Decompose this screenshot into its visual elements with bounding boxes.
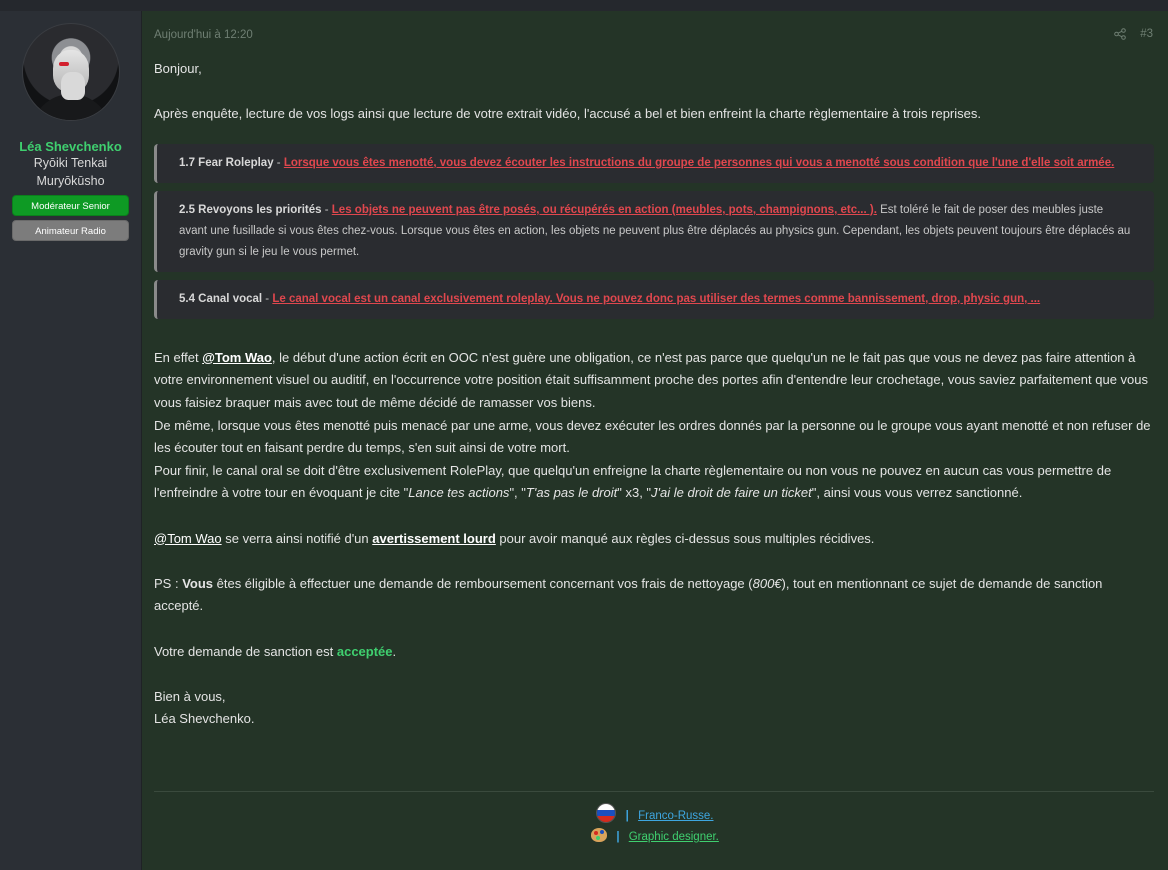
- user-title-line2: Muryōkūsho: [36, 174, 105, 188]
- rule-link[interactable]: Les objets ne peuvent pas être posés, ou récupérés en action (meubles, pots, champignons, etc... ).: [331, 203, 877, 216]
- signature-separator: |: [616, 831, 620, 843]
- mention-link[interactable]: @Tom Wao: [154, 530, 222, 546]
- paragraph-3: Pour finir, le canal oral se doit d'être exclusivement RolePlay, que quelqu'un enfreigne la charte règlementaire ou non vous ne pouvez en aucun cas vous permettre de l'enfreindre à votre tour en évoquant je cite "Lance tes actions", "T'as pas le droit" x3, "J'ai le droit de faire un ticket", ainsi vous vous verrez sanctionné.: [154, 462, 1112, 501]
- forum-post: [0, 11, 1168, 870]
- rule-code: 1.7 Fear Roleplay: [179, 156, 274, 169]
- post-actions: [1114, 28, 1153, 40]
- closing-line-1: Bien à vous,: [154, 688, 226, 704]
- rule-quote-1: 1.7 Fear Roleplay - Lorsque vous êtes menotté, vous devez écouter les instructions du groupe de personnes qui vous a menotté sous condition que l'une d'elle soit armée.: [154, 144, 1154, 183]
- palette-icon: [591, 828, 607, 842]
- graphic-designer-link[interactable]: Graphic designer.: [628, 831, 719, 843]
- avatar[interactable]: [22, 23, 120, 121]
- signature: [142, 803, 1168, 848]
- username[interactable]: Léa Shevchenko: [19, 139, 122, 154]
- user-sidebar: [0, 11, 142, 870]
- paragraph-2: De même, lorsque vous êtes menotté puis menacé par une arme, vous devez exécuter les ordres donnés par la personne ou le groupe vous ayant menotté et non refuser de les écouter tout en faisant perdre du temps, s'en suit ainsi de votre mort.: [154, 417, 1151, 456]
- share-icon[interactable]: [1114, 28, 1126, 40]
- rule-link[interactable]: Lorsque vous êtes menotté, vous devez écouter les instructions du groupe de personnes qui vous a menotté sous condition que l'une d'elle soit armée.: [283, 156, 1115, 169]
- user-title-line1: Ryōiki Tenkai: [33, 156, 108, 170]
- verdict-status: acceptée: [336, 643, 393, 659]
- verdict-paragraph: Votre demande de sanction est acceptée.: [154, 643, 397, 659]
- signature-divider: [154, 791, 1154, 792]
- signature-line-1: [142, 803, 1168, 827]
- rule-extra: Est toléré le fait de poser des meubles juste avant une fusillade si vous êtes chez-vous. Lorsque vous êtes en action, les objets ne peuvent plus être déplacés au physics gun. Cependant, les objets peuvent toujours être déplacés au gravity gun si le jeu le vous permet.: [179, 203, 1131, 258]
- closing-line-2: Léa Shevchenko.: [154, 711, 255, 727]
- post-timestamp[interactable]: Aujourd'hui à 12:20: [154, 29, 253, 41]
- badge-animateur-radio: Animateur Radio: [12, 220, 129, 241]
- greeting: Bonjour,: [154, 61, 202, 76]
- franco-russe-link[interactable]: Franco-Russe.: [638, 810, 714, 822]
- post-number[interactable]: #3: [1140, 28, 1153, 40]
- mention-link[interactable]: @Tom Wao: [202, 349, 272, 365]
- post-body: [154, 58, 1154, 731]
- rule-quote-2: 2.5 Revoyons les priorités - Les objets ne peuvent pas être posés, ou récupérés en action (meubles, pots, champignons, etc... ). Est toléré le fait de poser des meubles juste avant une fusillade si vous êtes chez-vous. Lorsque vous êtes en action, les objets ne peuvent plus être déplacés au physics gun. Cependant, les objets peuvent toujours être déplacés au gravity gun si le jeu le vous permet.: [154, 191, 1154, 272]
- rule-code: 2.5 Revoyons les priorités: [179, 203, 322, 216]
- russia-flag-icon: [596, 803, 616, 823]
- intro-paragraph: Après enquête, lecture de vos logs ainsi que lecture de votre extrait vidéo, l'accusé a bel et bien enfreint la charte règlementaire à trois reprises.: [154, 106, 981, 122]
- paragraph-4: @Tom Wao se verra ainsi notifié d'un avertissement lourd pour avoir manqué aux règles ci-dessus sous multiples récidives.: [154, 530, 875, 546]
- rule-code: 5.4 Canal vocal: [179, 292, 263, 305]
- rule-link[interactable]: Le canal vocal est un canal exclusivement roleplay. Vous ne pouvez donc pas utiliser des termes comme bannissement, drop, physic gun, ...: [272, 292, 1041, 305]
- rule-quote-3: 5.4 Canal vocal - Le canal vocal est un canal exclusivement roleplay. Vous ne pouvez donc pas utiliser des termes comme bannissement, drop, physic gun, ...: [154, 280, 1154, 319]
- badge-moderateur-senior: Modérateur Senior: [12, 195, 129, 216]
- ps-paragraph: PS : Vous êtes éligible à effectuer une demande de remboursement concernant vos frais de nettoyage (800€), tout en mentionnant ce sujet de demande de sanction accepté.: [154, 575, 1103, 614]
- paragraph-1: En effet @Tom Wao, le début d'une action écrit en OOC n'est guère une obligation, ce n'est pas parce que quelqu'un ne le fait pas que vous ne devez pas faire attention à votre environnement visuel ou auditif, en l'occurrence votre position était suffisamment proche des portes afin d'entendre leur crochetage, vous saviez parfaitement que vous vous faisiez braquer mais avec tout de même décidé de ramasser vos biens.: [154, 349, 1149, 410]
- sanction-strong: avertissement lourd: [372, 530, 496, 546]
- signature-separator: |: [625, 810, 629, 822]
- signature-line-2: [142, 827, 1168, 848]
- post-content: [142, 11, 1168, 870]
